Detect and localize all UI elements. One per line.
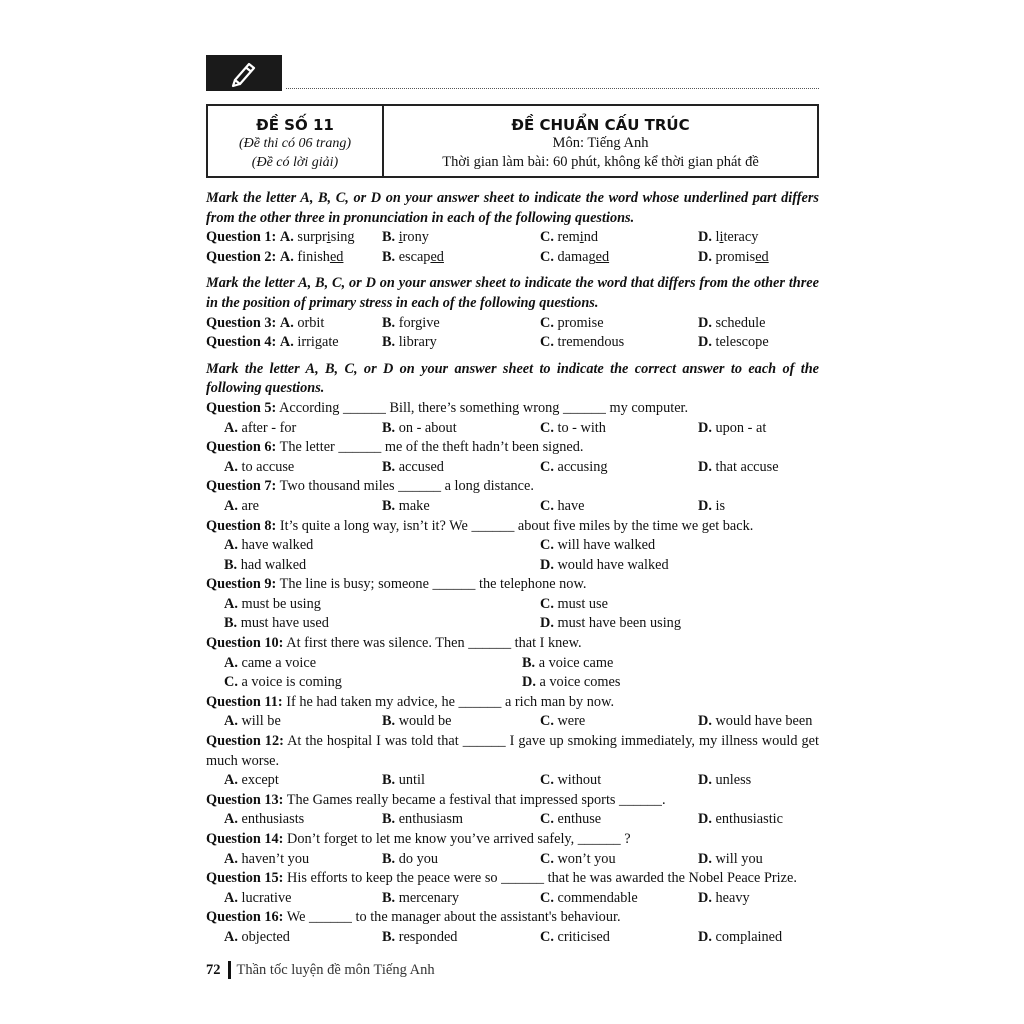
option-letter: B. (382, 458, 396, 475)
question-text: The line is busy; someone ______ the telephone now. (276, 576, 587, 593)
option-letter: A. (224, 458, 238, 475)
instruction-stress: Mark the letter A, B, C, or D on your answer sheet to indicate the word that differs from the other three in the position of primary stress in each of the following questions. (206, 275, 819, 311)
option-text: orbit (293, 314, 325, 331)
option-letter: B. (382, 772, 396, 789)
instruction-correct-answer: Mark the letter A, B, C, or D on your answer sheet to indicate the correct answer to each of the following questions. (206, 360, 819, 397)
question-11-options (206, 712, 819, 732)
option-text: promise (553, 314, 604, 331)
question-9-options-row1 (206, 595, 819, 615)
question-2 (206, 248, 819, 268)
option-letter: A. (224, 419, 238, 436)
option-letter: A. (224, 772, 238, 789)
option-text: accused (395, 458, 444, 475)
exam-number: ĐỀ SỐ 11 (256, 116, 334, 134)
question-label: Question 3: (206, 314, 277, 331)
option-letter: D. (698, 850, 712, 867)
option-letter: D. (698, 458, 712, 475)
question-16-options (206, 928, 819, 948)
option-letter: A. (224, 850, 238, 867)
question-16-stem (206, 908, 819, 928)
option-letter: C. (540, 811, 554, 828)
underlined-part: ed (329, 248, 344, 265)
question-label: Question 6: (206, 439, 277, 456)
option-letter: C. (224, 674, 238, 691)
question-10-stem (206, 634, 819, 654)
option-text: a voice comes (535, 674, 621, 691)
question-15-stem (206, 869, 819, 889)
option-letter: A. (279, 229, 298, 246)
option-letter: B. (224, 615, 238, 632)
option-text: must be using (237, 595, 321, 612)
dotted-divider (286, 88, 819, 89)
option-text: a voice came (535, 654, 614, 671)
option-letter: B. (382, 419, 396, 436)
question-content (206, 189, 819, 948)
option-text: promis (715, 248, 756, 265)
pencil-badge (206, 55, 282, 91)
option-text: after - for (237, 419, 297, 436)
option-text: enthusiastic (711, 811, 783, 828)
option-text: have (553, 497, 585, 514)
option-letter: A. (279, 334, 294, 351)
option-text: except (237, 772, 279, 789)
option-text: were (553, 713, 586, 730)
question-label: Question 2: (206, 248, 277, 265)
option-letter: A. (224, 654, 238, 671)
option-letter: A. (224, 595, 238, 612)
question-text: Don’t forget to let me know you’ve arrived safely, ______ ? (283, 831, 631, 847)
option-text: haven’t you (237, 850, 310, 867)
option-text: lucrative (237, 889, 292, 906)
question-label: Question 13: (206, 791, 284, 808)
question-text: According ______ Bill, there’s something wrong ______ my computer. (276, 399, 689, 416)
option-letter: A. (224, 713, 238, 730)
question-text: The letter ______ me of the theft hadn’t been signed. (276, 439, 584, 456)
option-text: telescope (711, 334, 769, 351)
option-text: won’t you (553, 850, 616, 867)
exam-time: Thời gian làm bài: 60 phút, không kể thời gian phát đề (442, 154, 759, 170)
option-text: irrigate (293, 334, 339, 351)
option-text: to accuse (237, 458, 295, 475)
option-letter: C. (540, 497, 554, 514)
option-text: heavy (711, 889, 750, 906)
option-text: nd (583, 229, 598, 246)
option-letter: D. (698, 889, 712, 906)
option-text: must have used (237, 615, 329, 632)
option-text: until (395, 772, 425, 789)
option-text: forgive (395, 314, 440, 331)
option-text: rem (557, 229, 580, 246)
question-13-stem (206, 791, 819, 811)
question-text: The Games really became a festival that impressed sports ______. (283, 791, 666, 808)
option-letter: C. (540, 928, 554, 945)
question-13-options (206, 810, 819, 830)
underlined-part: i (326, 229, 331, 246)
question-5-options (206, 419, 819, 439)
option-letter: D. (698, 248, 716, 265)
question-label: Question 7: (206, 478, 277, 495)
option-text: would have been (711, 713, 813, 730)
option-text: escap (398, 248, 431, 265)
option-letter: B. (522, 654, 536, 671)
option-letter: D. (698, 229, 716, 246)
question-8-options-row2 (206, 556, 819, 576)
option-text: would be (395, 713, 452, 730)
option-letter: A. (224, 928, 238, 945)
option-letter: C. (540, 314, 554, 331)
option-letter: B. (382, 497, 396, 514)
option-letter: B. (382, 314, 396, 331)
option-letter: A. (224, 811, 238, 828)
option-text: finish (297, 248, 330, 265)
option-text: commendable (553, 889, 638, 906)
underlined-part: i (398, 229, 403, 246)
question-7-options (206, 497, 819, 517)
question-7-stem (206, 477, 819, 497)
question-label: Question 15: (206, 870, 284, 887)
option-letter: C. (540, 772, 554, 789)
option-letter: C. (540, 229, 558, 246)
exam-subject: Môn: Tiếng Anh (552, 135, 649, 151)
option-text: l (715, 229, 720, 246)
question-text: Two thousand miles ______ a long distance. (276, 478, 534, 495)
pages-note: (Đề thi có 06 trang) (239, 136, 351, 151)
option-letter: C. (540, 537, 554, 554)
pencil-icon (227, 58, 261, 88)
option-text: complained (711, 928, 783, 945)
exam-info-cell (384, 106, 817, 176)
option-letter: B. (382, 889, 396, 906)
option-text: surpr (297, 229, 327, 246)
underlined-part: ed (755, 248, 769, 265)
option-text: will have walked (553, 537, 656, 554)
option-letter: D. (698, 334, 712, 351)
option-text: enthusiasm (395, 811, 464, 828)
option-text: is (711, 497, 726, 514)
option-letter: C. (540, 595, 554, 612)
question-label: Question 12: (206, 733, 284, 750)
question-6-stem (206, 438, 819, 458)
question-11-stem (206, 693, 819, 713)
question-label: Question 14: (206, 831, 284, 847)
option-letter: C. (540, 248, 558, 265)
question-3 (206, 314, 819, 334)
question-14-options (206, 850, 819, 870)
option-letter: B. (382, 229, 399, 246)
option-letter: C. (540, 419, 554, 436)
exam-type: ĐỀ CHUẨN CẤU TRÚC (511, 116, 690, 134)
question-10-options-row2 (206, 673, 819, 693)
exam-header (206, 104, 819, 178)
option-letter: B. (382, 850, 396, 867)
option-text: accusing (553, 458, 608, 475)
option-letter: A. (224, 537, 238, 554)
option-letter: B. (382, 248, 399, 265)
option-text: must have been using (553, 615, 681, 632)
question-label: Question 9: (206, 576, 277, 593)
option-text: sing (330, 229, 355, 246)
question-14-stem (206, 830, 819, 850)
option-text: to - with (553, 419, 606, 436)
option-letter: B. (382, 713, 396, 730)
option-text: must use (553, 595, 608, 612)
option-text: will be (237, 713, 281, 730)
option-letter: D. (698, 811, 712, 828)
option-text: tremendous (553, 334, 625, 351)
option-letter: D. (522, 674, 536, 691)
question-label: Question 5: (206, 399, 277, 416)
option-text: will you (711, 850, 763, 867)
option-letter: B. (382, 811, 396, 828)
question-8-options-row1 (206, 536, 819, 556)
option-text: rony (402, 229, 429, 246)
exam-id-cell (208, 106, 384, 176)
question-text: We ______ to the manager about the assistant's behaviour. (283, 909, 621, 926)
option-text: responded (395, 928, 458, 945)
option-text: schedule (711, 314, 766, 331)
question-5-stem (206, 399, 819, 419)
page-number: 72 (206, 961, 221, 978)
question-15-options (206, 889, 819, 909)
underlined-part: i (579, 229, 584, 246)
option-letter: D. (698, 314, 712, 331)
option-text: are (237, 497, 259, 514)
option-letter: D. (540, 615, 554, 632)
option-letter: A. (279, 248, 298, 265)
question-label: Question 1: (206, 229, 277, 246)
option-text: came a voice (237, 654, 317, 671)
option-text: teracy (723, 229, 759, 246)
underlined-part: ed (595, 248, 610, 265)
question-text: If he had taken my advice, he ______ a rich man by now. (282, 693, 615, 710)
option-letter: D. (698, 497, 712, 514)
question-10-options-row1 (206, 654, 819, 674)
question-text: It’s quite a long way, isn’t it? We ______ about five miles by the time we get back. (276, 517, 754, 534)
question-text: His efforts to keep the peace were so ______ that he was awarded the Nobel Peace Prize. (283, 870, 797, 887)
question-8-stem (206, 517, 819, 537)
option-text: do you (395, 850, 439, 867)
question-12-stem (206, 732, 819, 771)
option-text: make (395, 497, 430, 514)
question-text: At first there was silence. Then ______ that I knew. (283, 635, 582, 652)
option-letter: A. (224, 497, 238, 514)
option-text: enthusiasts (237, 811, 305, 828)
question-label: Question 10: (206, 635, 284, 652)
option-letter: D. (540, 556, 554, 573)
option-text: would have walked (553, 556, 669, 573)
option-letter: B. (382, 928, 396, 945)
option-text: have walked (237, 537, 314, 554)
option-text: a voice is coming (237, 674, 342, 691)
question-6-options (206, 458, 819, 478)
question-label: Question 16: (206, 909, 284, 926)
page-footer (206, 961, 435, 979)
option-text: enthuse (553, 811, 602, 828)
option-letter: B. (382, 334, 396, 351)
question-label: Question 11: (206, 693, 283, 710)
option-text: that accuse (711, 458, 779, 475)
option-text: damag (557, 248, 596, 265)
question-9-stem (206, 575, 819, 595)
option-letter: C. (540, 850, 554, 867)
underlined-part: i (719, 229, 724, 246)
option-text: unless (711, 772, 752, 789)
option-letter: C. (540, 713, 554, 730)
option-letter: D. (698, 772, 712, 789)
option-text: upon - at (711, 419, 767, 436)
option-text: had walked (237, 556, 307, 573)
option-text: library (395, 334, 437, 351)
question-label: Question 4: (206, 334, 277, 351)
option-letter: C. (540, 889, 554, 906)
book-title: Thần tốc luyện đề môn Tiếng Anh (236, 961, 435, 978)
option-letter: A. (224, 889, 238, 906)
solution-note: (Đề có lời giải) (251, 155, 339, 170)
option-letter: D. (698, 713, 712, 730)
question-label: Question 8: (206, 517, 277, 534)
question-4 (206, 333, 819, 353)
question-text: At the hospital I was told that ______ I gave up smoking immediately, my illness would get much worse. (206, 733, 819, 769)
option-text: on - about (395, 419, 457, 436)
option-letter: C. (540, 334, 554, 351)
option-text: mercenary (395, 889, 460, 906)
option-text: criticised (553, 928, 610, 945)
option-letter: D. (698, 928, 712, 945)
question-9-options-row2 (206, 614, 819, 634)
option-text: objected (237, 928, 290, 945)
option-letter: A. (279, 314, 294, 331)
option-letter: D. (698, 419, 712, 436)
instruction-pronunciation: Mark the letter A, B, C, or D on your answer sheet to indicate the word whose underlined part differs from the other three in pronunciation in each of the following questions. (206, 190, 819, 226)
question-1 (206, 228, 819, 248)
option-letter: C. (540, 458, 554, 475)
option-text: without (553, 772, 602, 789)
question-12-options (206, 771, 819, 791)
footer-divider (228, 961, 231, 979)
option-letter: B. (224, 556, 238, 573)
underlined-part: ed (430, 248, 444, 265)
